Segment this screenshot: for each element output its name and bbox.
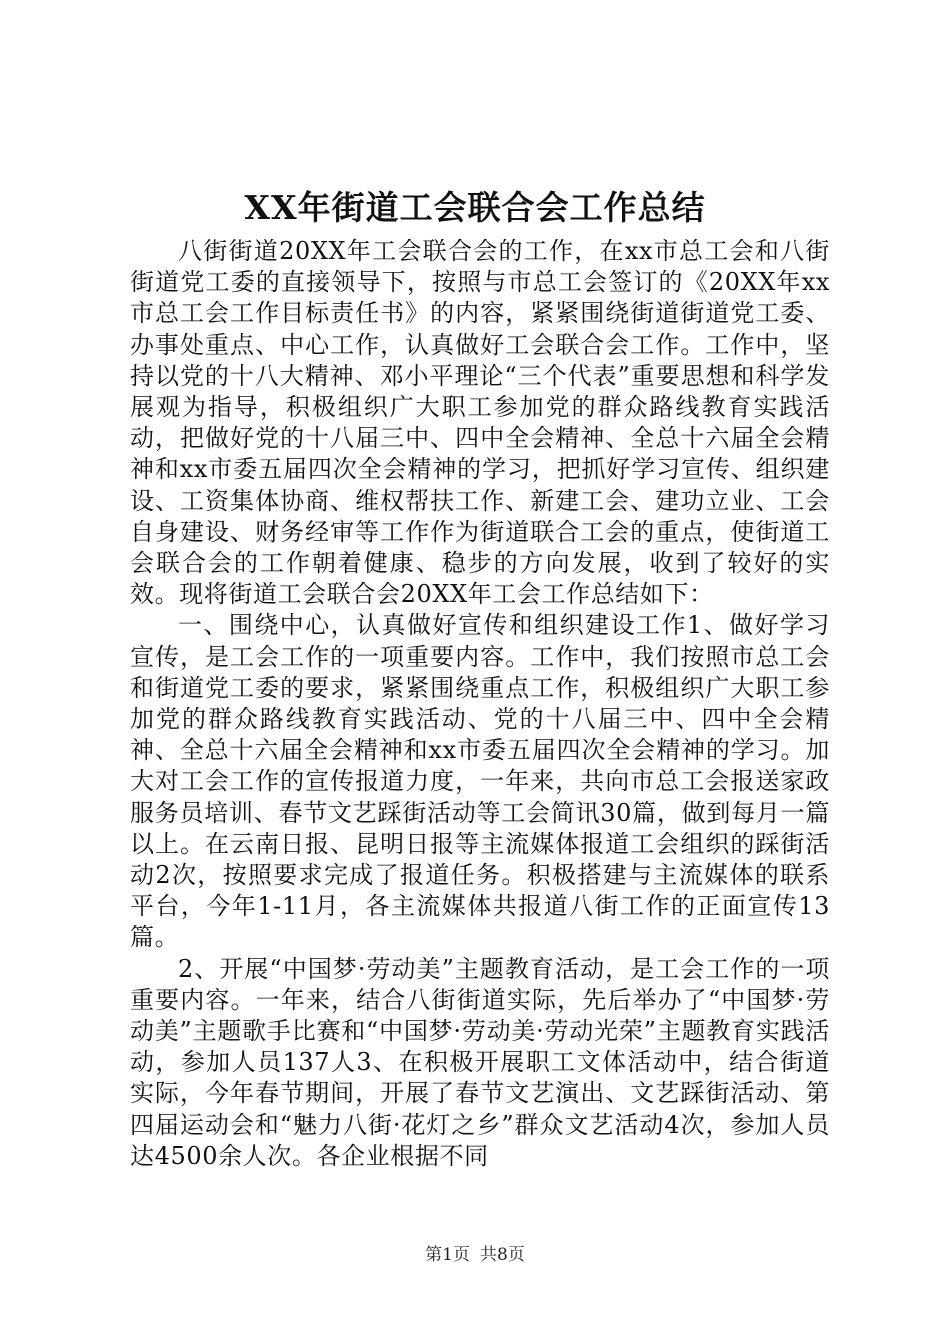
page-total: 共8页 <box>480 1245 525 1265</box>
paragraph-item-two: 2、开展“中国梦·劳动美”主题教育活动，是工会工作的一项重要内容。一年来，结合八街街道实际，先后举办了“中国梦·劳动美”主题歌手比赛和“中国梦·劳动美·劳动光荣”主题教育实践活动，参加人员137人3、在积极开展职工文体活动中，结合街道实际，今年春节期间，开展了春节文艺演出、文艺踩街活动、第四届运动会和“魅力八街·花灯之乡”群众文艺活动4次，参加人员达4500余人次。各企业根据不同 <box>130 954 830 1170</box>
page-footer <box>0 1244 950 1266</box>
document-title: XX年街道工会联合会工作总结 <box>244 188 706 227</box>
page-number: 第1页 <box>425 1245 470 1265</box>
paragraph-section-one: 一、围绕中心，认真做好宣传和组织建设工作1、做好学习宣传，是工会工作的一项重要内容。工作中，我们按照市总工会和街道党工委的要求，紧紧围绕重点工作，积极组织广大职工参加党的群众路线教育实践活动、党的十八届三中、四中全会精神、全总十六届全会精神和xx市委五届四次全会精神的学习。加大对工会工作的宣传报道力度，一年来，共向市总工会报送家政服务员培训、春节文艺踩街活动等工会简讯30篇，做到每月一篇以上。在云南日报、昆明日报等主流媒体报道工会组织的踩街活动2次，按照要求完成了报道任务。积极搭建与主流媒体的联系平台，今年1-11月，各主流媒体共报道八街工作的正面宣传13篇。 <box>130 611 830 952</box>
paragraph-intro: 八街街道20XX年工会联合会的工作，在xx市总工会和八街街道党工委的直接领导下，按照与市总工会签订的《20XX年xx市总工会工作目标责任书》的内容，紧紧围绕街道街道党工委、办事处重点、中心工作，认真做好工会联合会工作。工作中，坚持以党的十八大精神、邓小平理论“三个代表”重要思想和科学发展观为指导，积极组织广大职工参加党的群众路线教育实践活动，把做好党的十八届三中、四中全会精神、全总十六届全会精神和xx市委五届四次全会精神的学习，把抓好学习宣传、组织建设、工资集体协商、维权帮扶工作、新建工会、建功立业、工会自身建设、财务经审等工作作为街道联合工会的重点，使街道工会联合会的工作朝着健康、稳步的方向发展，收到了较好的实效。现将街道工会联合会20XX年工会工作总结如下： <box>130 237 830 609</box>
document-body <box>130 236 830 1172</box>
